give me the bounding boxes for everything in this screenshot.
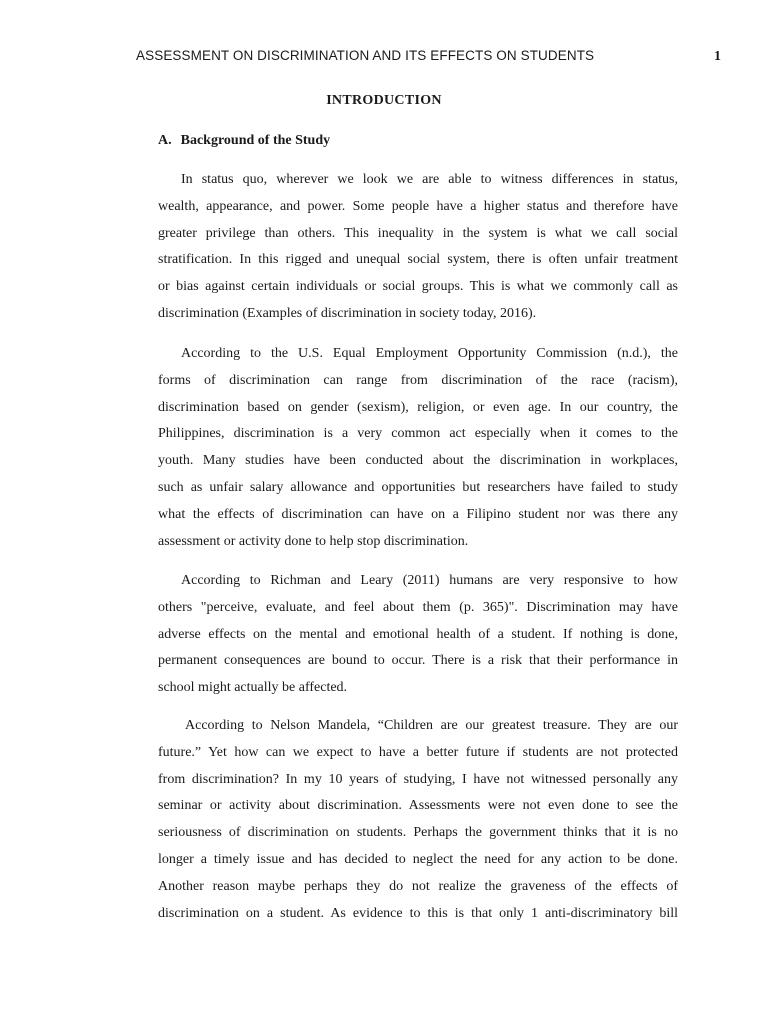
paragraph-line: from discrimination? In my 10 years of studying, I have not witnessed personally any	[158, 771, 678, 787]
paragraph-line: assessment or activity done to help stop discrimination.	[158, 533, 469, 549]
paragraph-3	[158, 568, 678, 702]
paragraph-line: Philippines, discrimination is a very common act especially when it comes to the	[158, 426, 678, 442]
paragraph-line: According to Richman and Leary (2011) humans are very responsive to how	[181, 573, 678, 588]
paragraph-line: future.” Yet how can we expect to have a better future if students are not protected	[158, 744, 678, 760]
paragraph-2	[158, 341, 678, 555]
paragraph-line: forms of discrimination can range from discrimination of the race (racism),	[158, 372, 678, 388]
page-number: 1	[714, 49, 721, 64]
paragraph-line: adverse effects on the mental and emotional health of a student. If nothing is done,	[158, 626, 678, 642]
paragraph-line: greater privilege than others. This inequality in the system is what we call social	[158, 225, 678, 241]
subsection-heading	[158, 133, 330, 149]
paragraph-line: discrimination (Examples of discrimination in society today, 2016).	[158, 305, 537, 321]
paragraph-line: or bias against certain individuals or social groups. This is what we commonly call as	[158, 279, 678, 295]
paragraph-1	[158, 167, 678, 328]
paragraph-line: seriousness of discrimination on students. Perhaps the government thinks that it is no	[158, 825, 678, 841]
paragraph-line: such as unfair salary allowance and opportunities but researchers have failed to study	[158, 479, 678, 495]
subsection-title: Background of the Study	[180, 133, 331, 148]
paragraph-line: According to Nelson Mandela, “Children are our greatest treasure. They are our	[185, 718, 678, 733]
paragraph-line: what the effects of discrimination can have on a Filipino student nor was there any	[158, 506, 678, 522]
paragraph-line: youth. Many studies have been conducted about the discrimination in workplaces,	[158, 453, 678, 469]
paragraph-line: seminar or activity about discrimination. Assessments were not even done to see the	[158, 798, 678, 814]
paragraph-line: In status quo, wherever we look we are able to witness differences in status,	[181, 172, 678, 187]
paragraph-line: discrimination based on gender (sexism), religion, or even age. In our country, the	[158, 399, 678, 415]
paragraph-line: Another reason maybe perhaps they do not realize the graveness of the effects of	[158, 878, 678, 894]
paragraph-4	[158, 713, 678, 927]
paragraph-line: stratification. In this rigged and unequal social system, there is often unfair treatment	[158, 252, 678, 268]
paragraph-line: school might actually be affected.	[158, 680, 348, 696]
running-head: ASSESSMENT ON DISCRIMINATION AND ITS EFFECTS ON STUDENTS	[136, 48, 595, 63]
paragraph-line: According to the U.S. Equal Employment Opportunity Commission (n.d.), the	[181, 346, 678, 361]
paragraph-line: wealth, appearance, and power. Some people have a higher status and therefore have	[158, 198, 678, 214]
paragraph-line: discrimination on a student. As evidence to this is that only 1 anti-discriminatory bill	[158, 905, 678, 921]
subsection-marker: A.	[158, 133, 172, 148]
paragraph-line: others "perceive, evaluate, and feel about them (p. 365)". Discrimination may have	[158, 599, 678, 615]
paragraph-line: longer a timely issue and has decided to neglect the need for any action to be done.	[158, 851, 678, 867]
paragraph-line: permanent consequences are bound to occur. There is a risk that their performance in	[158, 653, 678, 669]
section-title: INTRODUCTION	[326, 93, 442, 108]
